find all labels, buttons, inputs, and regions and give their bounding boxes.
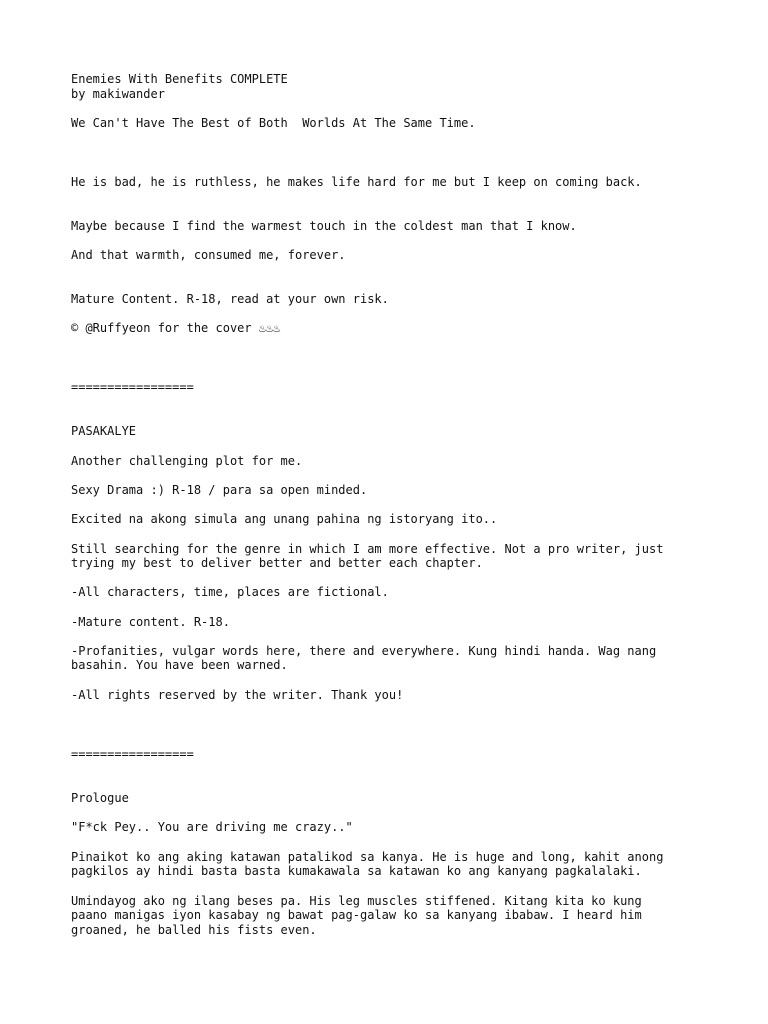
paragraph-line: -Profanities, vulgar words here, there and everywhere. Kung hindi handa. Wag nang	[71, 644, 657, 658]
paragraph-line: basahin. You have been warned.	[71, 658, 288, 672]
blurb-line: Maybe because I find the warmest touch in the coldest man that I know.	[71, 219, 577, 233]
paragraph-line: Sexy Drama :) R-18 / para sa open minded.	[71, 483, 368, 497]
paragraph-line: groaned, he balled his fists even.	[71, 923, 317, 937]
section-divider: =================	[71, 747, 194, 761]
section-divider: =================	[71, 380, 194, 394]
blurb-line: And that warmth, consumed me, forever.	[71, 248, 346, 262]
section-heading-prologue: Prologue	[71, 791, 129, 805]
document-author: by makiwander	[71, 87, 165, 101]
paragraph-line: -Mature content. R-18.	[71, 615, 230, 629]
paragraph-line: Umindayog ako ng ilang beses pa. His leg muscles stiffened. Kitang kita ko kung	[71, 894, 642, 908]
section-heading-pasakalye: PASAKALYE	[71, 424, 137, 438]
paragraph-line: Pinaikot ko ang aking katawan patalikod sa kanya. He is huge and long, kahit anong	[71, 850, 664, 864]
paragraph-line: Excited na akong simula ang unang pahina ng istoryang ito..	[71, 512, 498, 526]
paragraph-line: pagkilos ay hindi basta basta kumakawala sa katawan ko ang kanyang pagkalalaki.	[71, 864, 642, 878]
paragraph-line: paano manigas iyon kasabay ng bawat pag-galaw ko sa kanyang ibabaw. I heard him	[71, 908, 642, 922]
paragraph-line: -All rights reserved by the writer. Thank you!	[71, 688, 404, 702]
paragraph-line: -All characters, time, places are fictional.	[71, 585, 389, 599]
paragraph-line: Still searching for the genre in which I am more effective. Not a pro writer, just	[71, 542, 664, 556]
paragraph-line: "F*ck Pey.. You are driving me crazy.."	[71, 820, 353, 834]
document-title: Enemies With Benefits COMPLETE	[71, 72, 288, 86]
document-tagline: We Can't Have The Best of Both Worlds At The Same Time.	[71, 116, 476, 130]
blurb-line: He is bad, he is ruthless, he makes life hard for me but I keep on coming back.	[71, 175, 642, 189]
paragraph-line: Another challenging plot for me.	[71, 454, 303, 468]
paragraph-line: trying my best to deliver better and better each chapter.	[71, 556, 483, 570]
content-warning: Mature Content. R-18, read at your own risk.	[71, 292, 389, 306]
cover-credit: © @Ruffyeon for the cover ♨♨♨	[71, 321, 281, 335]
